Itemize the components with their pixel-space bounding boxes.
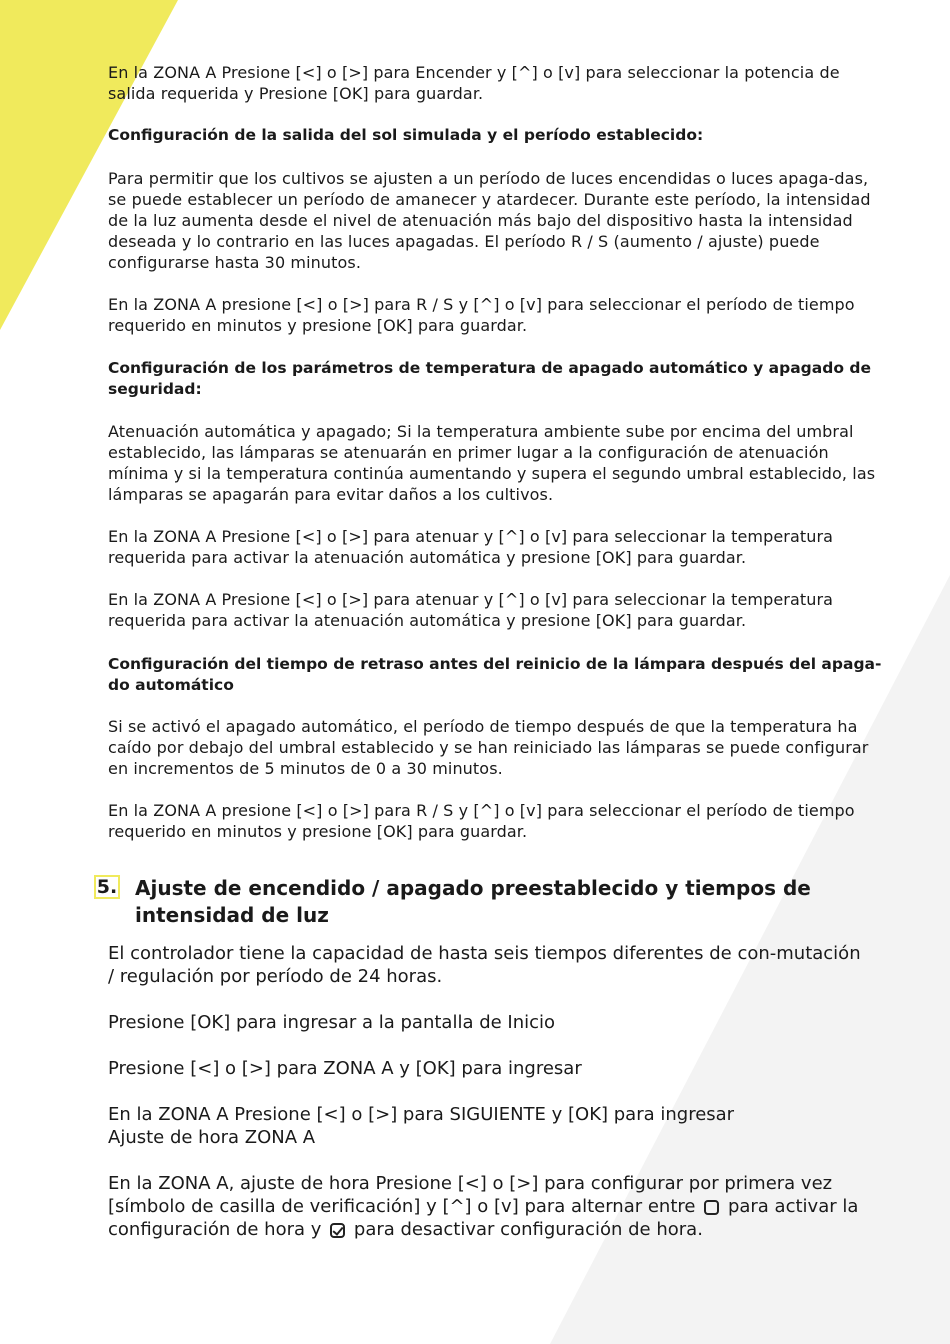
heading-salida-sol: Configuración de la salida del sol simulada y el período establecido: (108, 126, 704, 144)
checkbox-empty-icon (704, 1200, 719, 1215)
heading-retraso-reinicio: Configuración del tiempo de retraso antes del reinicio de la lámpara después del apaga-do automático (108, 655, 882, 694)
checkbox-checked-icon (330, 1223, 345, 1238)
checkbox-text-part-2: para activar la configuración de hora y (108, 1196, 859, 1240)
section-number-badge: 5. (94, 875, 120, 899)
paragraph-zona-rs-2: En la ZONA A presione [<] o [>] para R / S y [^] o [v] para seleccionar el período de tiempo requerido en minutos y presione [OK] para guardar. (108, 801, 855, 841)
paragraph-zona-rs: En la ZONA A presione [<] o [>] para R / S y [^] o [v] para seleccionar el período de tiempo requerido en minutos y presione [OK] para guardar. (108, 295, 855, 335)
paragraph-atenuacion-automatica: Atenuación automática y apagado; Si la temperatura ambiente sube por encima del umbral establecido, las lámparas se atenuarán en primer lugar a la configuración de atenuación mínima y si la temperatura continúa aumentando y supera el segundo umbral establecido, las lámparas se apagarán para evitar daños a los cultivos. (108, 422, 876, 504)
paragraph-apagado-automatico: Si se activó el apagado automático, el período de tiempo después de que la temperatura ha caído por debajo del umbral establecido y se han reiniciado las lámparas se puede configurar en incrementos de 5 minutos de 0 a 30 minutos. (108, 717, 869, 778)
paragraph-zona-a-ingresar: Presione [<] o [>] para ZONA A y [OK] para ingresar (108, 1058, 582, 1079)
heading-temperatura: Configuración de los parámetros de temperatura de apagado automático y apagado de seguridad: (108, 359, 871, 398)
paragraph-zona-atenuar-2: En la ZONA A Presione [<] o [>] para atenuar y [^] o [v] para seleccionar la temperatura requerida para activar la atenuación automática y presione [OK] para guardar. (108, 590, 834, 630)
paragraph-zona-atenuar-1: En la ZONA A Presione [<] o [>] para atenuar y [^] o [v] para seleccionar la temperatura requerida para activar la atenuación automática y presione [OK] para guardar. (108, 527, 834, 567)
section-title: Ajuste de encendido / apagado preestablecido y tiempos de intensidad de luz (135, 876, 811, 927)
paragraph-periodo-amanecer: Para permitir que los cultivos se ajusten a un período de luces encendidas o luces apaga-das, se puede establecer un período de amanecer y atardecer. Durante este período, la intensidad de la luz aumenta desde el nivel de atenuación más bajo del dispositivo hasta la intensidad deseada y lo contrario en las luces apagadas. El período R / S (aumento / ajuste) puede configurarse hasta 30 minutos. (108, 169, 871, 272)
checkbox-text-part-1: En la ZONA A, ajuste de hora Presione [<] o [>] para configurar por primera vez [símbolo de casilla de verificación] y [^] o [v] para alternar entre (108, 1173, 833, 1217)
paragraph-siguiente-ajuste-hora: En la ZONA A Presione [<] o [>] para SIGUIENTE y [OK] para ingresar Ajuste de hora ZONA A (108, 1104, 735, 1148)
paragraph-capacidad-controlador: El controlador tiene la capacidad de hasta seis tiempos diferentes de con-mutación / regulación por período de 24 horas. (108, 943, 861, 987)
paragraph-pantalla-inicio: Presione [OK] para ingresar a la pantalla de Inicio (108, 1012, 556, 1033)
yellow-corner-shape (0, 0, 178, 330)
paragraph-zona-encender: En la ZONA A Presione [<] o [>] para Encender y [^] o [v] para seleccionar la potencia de salida requerida y Presione [OK] para guardar. (108, 63, 840, 103)
paragraph-ajuste-hora-checkbox (108, 1172, 888, 1241)
checkbox-text-part-3: para desactivar configuración de hora. (353, 1219, 703, 1240)
